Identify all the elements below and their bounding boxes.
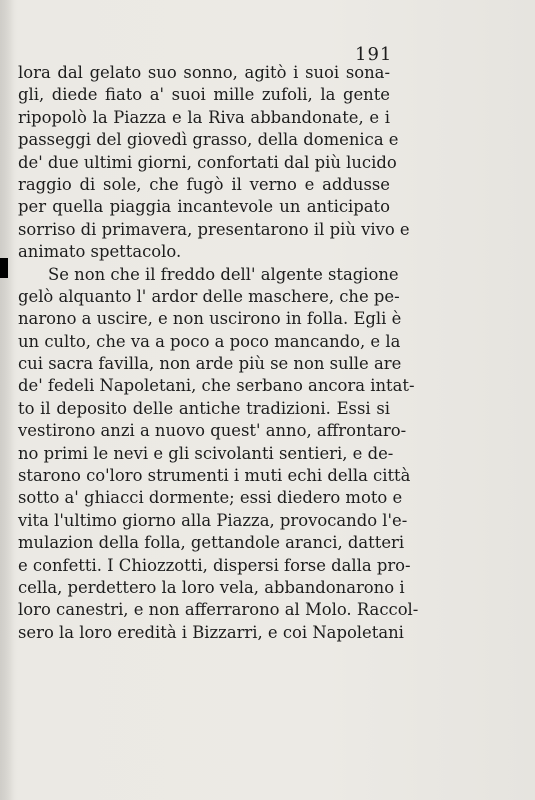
text-line: to il deposito delle antiche tradizioni. Essi si [18, 398, 390, 418]
text-line: Se non che il freddo dell' algente stagione [48, 264, 399, 284]
text-line: cella, perdettero la loro vela, abbandonarono i [18, 577, 405, 597]
text-line: raggio di sole, che fugò il verno e addusse [18, 174, 390, 194]
text-line: sotto a' ghiacci dormente; essi diedero moto e [18, 488, 403, 508]
text-line: passeggi del giovedì grasso, della domenica e [18, 130, 399, 150]
text-line: ripopolò la Piazza e la Riva abbandonate, e i [18, 107, 390, 127]
text-line: vestirono anzi a nuovo quest' anno, affrontaro- [18, 421, 407, 441]
text-line: loro canestri, e non afferrarono al Molo. Raccol- [18, 600, 419, 620]
page-edge-shadow [0, 0, 14, 800]
text-line: un culto, che va a poco a poco mancando, e la [18, 331, 401, 351]
text-line: de' due ultimi giorni, confortati dal più lucido [18, 152, 397, 172]
text-line: narono a uscire, e non uscirono in folla. Egli è [18, 309, 402, 329]
text-line: sorriso di primavera, presentarono il più vivo e [18, 219, 410, 239]
text-line: vita l'ultimo giorno alla Piazza, provocando l'e- [18, 510, 408, 530]
body-text [18, 62, 419, 644]
text-line: cui sacra favilla, non arde più se non sulle are [18, 354, 402, 374]
text-line: no primi le nevi e gli scivolanti sentieri, e de- [18, 443, 394, 463]
text-line: sero la loro eredità i Bizzarri, e coi Napoletani [18, 622, 404, 642]
text-line: per quella piaggia incantevole un anticipato [18, 197, 390, 217]
text-line: animato spettacolo. [18, 242, 182, 262]
text-line: gelò alquanto l' ardor delle maschere, che pe- [18, 286, 400, 306]
page-number: 191 [355, 44, 393, 65]
text-line: lora dal gelato suo sonno, agitò i suoi sona- [18, 63, 390, 82]
text-line: de' fedeli Napoletani, che serbano ancora intat- [18, 376, 415, 396]
text-line: gli, diede fiato a' suoi mille zufoli, la gente [18, 85, 390, 105]
scan-artifact [0, 258, 8, 278]
text-line: mulazion della folla, gettandole aranci, datteri [18, 533, 405, 553]
text-line: e confetti. I Chiozzotti, dispersi forse dalla pro- [18, 555, 411, 575]
text-line: starono co'loro strumenti i muti echi della città [18, 466, 411, 486]
